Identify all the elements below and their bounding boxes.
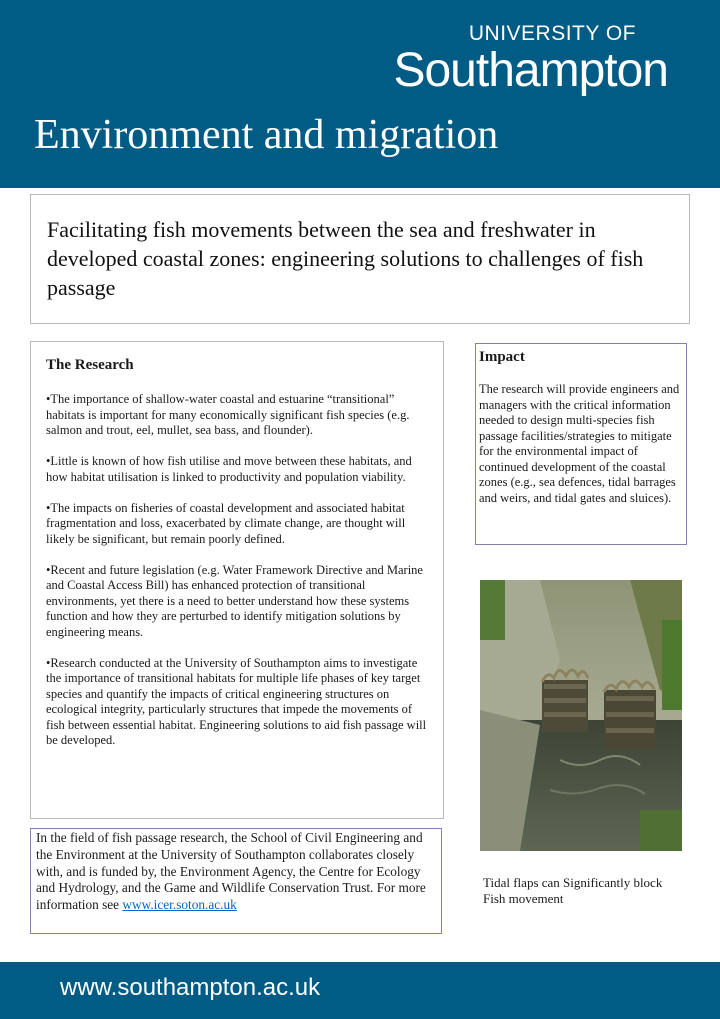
research-bullet: •Recent and future legislation (e.g. Water Framework Directive and Marine and Coastal Access Bill) has enhanced protection of transitional environments, yet there is a need to better understand how these systems function and how they are perturbed to identify mitigation solutions by engineering means. (46, 562, 423, 639)
research-bullet: •The importance of shallow-water coastal and estuarine “transitional” habitats is important for many economically significant fish species (e.g. salmon and trout, eel, mullet, sea bass, and flounder). (46, 392, 410, 437)
icer-link[interactable]: www.icer.soton.ac.uk (122, 897, 237, 913)
research-heading: The Research (46, 357, 134, 373)
university-logo[interactable] (393, 22, 668, 96)
page-title: Environment and migration (34, 112, 499, 158)
research-bullet: •Research conducted at the University of Southampton aims to investigate the importance of transitional habitats for multiple life phases of key target species and quantify the impacts of critical engineering structures on ecological integrity, particularly structures that impede the movements of fish between essential habitat. Engineering solutions to aid fish passage will be developed. (46, 655, 427, 747)
partners-body: In the field of fish passage research, the School of Civil Engineering and the Environment at the University of Southampton collaborates closely with, and is funded by, the Environment Agency, the Centre for Ecology and Hydrology, and the Game and Wildlife Conservation Trust. For more information see (36, 830, 426, 913)
logo-top-text: UNIVERSITY OF (468, 22, 636, 45)
impact-heading: Impact (479, 349, 525, 365)
research-bullet: •The impacts on fisheries of coastal development and associated habitat fragmentation and loss, exacerbated by climate change, are thought will likely be significant, but remain poorly defined. (46, 500, 406, 546)
impact-panel (475, 343, 687, 545)
logo-main-text: Southampton (393, 44, 668, 97)
footer-banner (0, 962, 720, 1019)
partners-text (36, 830, 437, 914)
subtitle-box (30, 194, 690, 324)
photo-caption: Tidal flaps can Significantly block Fish movement (483, 875, 663, 906)
impact-text: The research will provide engineers and managers with the critical information needed to design multi-species fish passage facilities/strategies to mitigate for the environmental impact of continued development of the coastal zones (e.g., sea defences, tidal barrages and weirs, and tidal gates and sluices). (479, 382, 680, 505)
header-banner (0, 0, 720, 188)
partners-panel (30, 828, 442, 934)
footer-url[interactable]: www.southampton.ac.uk (60, 974, 321, 1001)
tidal-flaps-photo (480, 580, 682, 851)
project-subtitle: Facilitating fish movements between the sea and freshwater in developed coastal zones: engineering solutions to challenges of fish passage (47, 217, 644, 300)
research-bullet: •Little is known of how fish utilise and move between these habitats, and how habitat utilisation is linked to productivity and population viability. (46, 454, 412, 484)
research-panel (30, 341, 444, 819)
